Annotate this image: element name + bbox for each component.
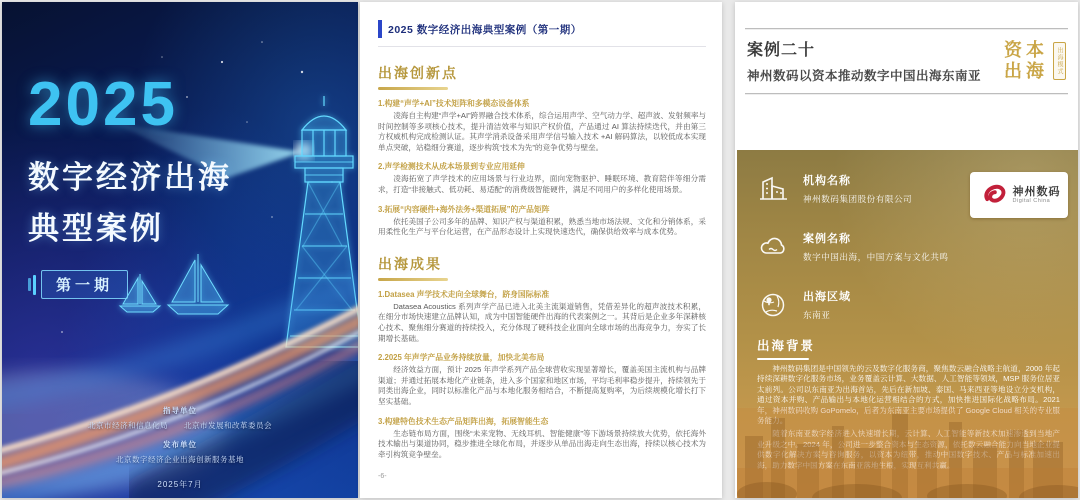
issue-badge: 第一期 [41, 270, 128, 299]
region-label: 出海区域 [803, 291, 851, 303]
building-icon [757, 172, 789, 204]
section-heading-innovation: 出海创新点 [378, 63, 706, 90]
case-header [745, 28, 1068, 94]
cover-title-line1: 数字经济出海 [28, 160, 232, 195]
digitalchina-logo-icon [978, 180, 1008, 210]
result-1-body: Datasea Acoustics 系列声学产品已进入北美主流渠道销售，凭借差异化的超声波技术积累，在细分市场快速建立品牌认知，成为中国智能硬件出海的代表案例之一。其背后是企业多年深耕核心技术、聚焦细分赛道的持续投入，充分体现了硬科技企业面向全球市场的出海竞争力，夯实了长期增长基础。 [378, 301, 706, 343]
running-header [378, 20, 706, 47]
innovation-point-3-body: 依托美国子公司多年的品牌、知识产权与渠道积累，熟悉当地市场法规、文化和分销体系，采用柔性化生产与平台化运营，在产品形态设计上实现快速迭代，确保供给效率与成本优势。 [378, 216, 706, 237]
gold-underline [378, 87, 448, 90]
page-number: -6- [378, 473, 387, 480]
publish-unit-label: 发布单位 [163, 440, 197, 449]
region-row [757, 288, 851, 321]
header-rule-bottom [745, 93, 1068, 94]
innovation-point-2-title: 2.声学检测技术从成本场景到专业应用延伸 [378, 162, 525, 172]
guide-unit-label: 指导单位 [163, 406, 197, 415]
case-name-value: 数字中国出海，中国方案与文化共鸣 [803, 252, 949, 262]
case-title: 神州数码以资本推动数字中国出海东南亚 [747, 69, 982, 83]
case-name-label: 案例名称 [803, 233, 851, 245]
result-1-title: 1.Datasea 声学技术走向全球舞台，跻身国际标准 [378, 289, 550, 299]
case-info-card [737, 150, 1078, 498]
result-2-body: 经济效益方面，预计 2025 年声学系列产品全球营收实现显著增长，覆盖美国主流机构与品牌渠道；并通过拓展本地化产业链条，进入多个国家和地区市场，平均毛利率稳步提升，持续领先于同类出海企业，同时以标准化产品与本地化服务相结合，不断提高复购率，为后续规模化增长打下坚实基础。 [378, 365, 706, 406]
logo-name: 神州数码 [1012, 186, 1061, 198]
background-text [757, 364, 1060, 474]
mode-label: 资本 出海 [1004, 39, 1048, 81]
globe-icon [757, 288, 789, 320]
guide-unit-names: 北京市经济和信息化局 北京市发展和改革委员会 [88, 421, 272, 430]
org-row [757, 172, 912, 205]
mode-block [1004, 40, 1066, 82]
result-3-title: 3.构建特色技术生态产品矩阵出海，拓展智能生态 [378, 416, 549, 426]
content-page [360, 2, 722, 498]
publish-unit-name: 北京数字经济企业出海创新服务基地 [116, 455, 244, 464]
logo-subtitle: Digital China [1012, 198, 1051, 204]
innovation-point-3-title: 3.拓展“内容硬件+海外法务+渠道拓展”的产品矩阵 [378, 204, 550, 214]
org-label: 机构名称 [803, 175, 851, 187]
region-value: 东南亚 [803, 310, 831, 320]
case-page [735, 2, 1078, 498]
cloud-icon [757, 230, 789, 262]
cover-title-block [28, 70, 232, 299]
running-header-title: 2025 数字经济出海典型案例（第一期） [388, 23, 582, 36]
mode-badge: 出海模式 [1053, 42, 1066, 80]
innovation-point-1-title: 1.构建“声学+AI”技术矩阵和多模态设备体系 [378, 99, 530, 108]
cover-footer [2, 397, 358, 490]
cover-year: 2025 [28, 70, 178, 139]
issue-row [28, 270, 232, 299]
gold-underline [378, 278, 448, 281]
section-heading-results: 出海成果 [378, 254, 706, 281]
org-value: 神州数码集团股份有限公司 [803, 194, 913, 204]
cover-page [2, 2, 358, 498]
header-accent-bar [378, 20, 382, 38]
background-paragraph-1: 神州数码集团是中国领先的云及数字化服务商，聚焦数云融合战略主航道，2000 年起持续深耕数字化服务市场，业务覆盖云计算、大数据、人工智能等领域，MSP 服务位居亚太前列。公司以东南亚为出海首站，先后在新加坡、泰国、马来西亚等地设立分支机构，通过资本并购、产品输出与本地化运营相结合的方式，加快推进国际化战略布局。2021 年，神州数码收购 GoPomelo，后者为东南亚主要市场提供了 Google Cloud 相关的专业服务能力。 [757, 364, 1060, 426]
background-heading: 出海背景 [757, 336, 815, 360]
innovation-point-2-body: 凌海拓宽了声学技术的应用场景与行业边界，面向宠物驱护、睡眠环境、教育陪伴等细分需求，打造“非接触式、低功耗、易适配”的消费级智能硬件，满足不同用户的多样化使用场景。 [378, 174, 706, 194]
case-name-row [757, 230, 949, 263]
innovation-point-1-body: 凌海自主构建“声学+AI”跨界融合技术体系，综合运用声学、空气动力学、超声波、发射频率与时间控制等多项核心技术，提升清洁效率与知识产权价值，产品通过 AI 算法持续迭代，并由第三方权威机构完成检测认证。其声学消杀设备采用声学信号输入技术 +AI 解码算法，以较低成本实现单点突破，站稳细分赛道，逐步构筑“技术为先”的竞争优势与壁垒。 [378, 111, 707, 152]
case-number: 案例二十 [747, 42, 816, 59]
issue-accent-bars [28, 275, 36, 295]
case-title-block [747, 37, 981, 84]
white-underline [757, 358, 809, 360]
cover-date: 2025年7月 [157, 480, 203, 489]
cover-title-line2: 典型案例 [28, 211, 164, 246]
logo-text [1013, 186, 1061, 204]
result-2-title: 2.2025 年声学产品业务持续放量，加快北美布局 [378, 353, 545, 363]
background-paragraph-2: 随着东南亚数字经济进入快速增长期，云计算、人工智能等新技术加速渗透到当地产业升级之中。2024 年，公司进一步整合资本与生态资源，依托数云融合能力向当地企业提供数字化解决方案与咨询服务，以资本为纽带，推动中国数字技术、产品与标准加速出海，助力数字中国方案在东南亚落地生根，实现互利共赢。 [757, 429, 1060, 470]
result-3-body: 生态链布局方面，围绕“未来宠物、无线耳机、智能健康”等下游场景持续放大优势，依托海外技术输出与渠道协同，稳步推进全球化布局，并逐步从单品出海走向生态出海，持续以核心技术为牵引构筑竞争壁垒。 [378, 428, 706, 459]
company-logo [970, 172, 1068, 218]
